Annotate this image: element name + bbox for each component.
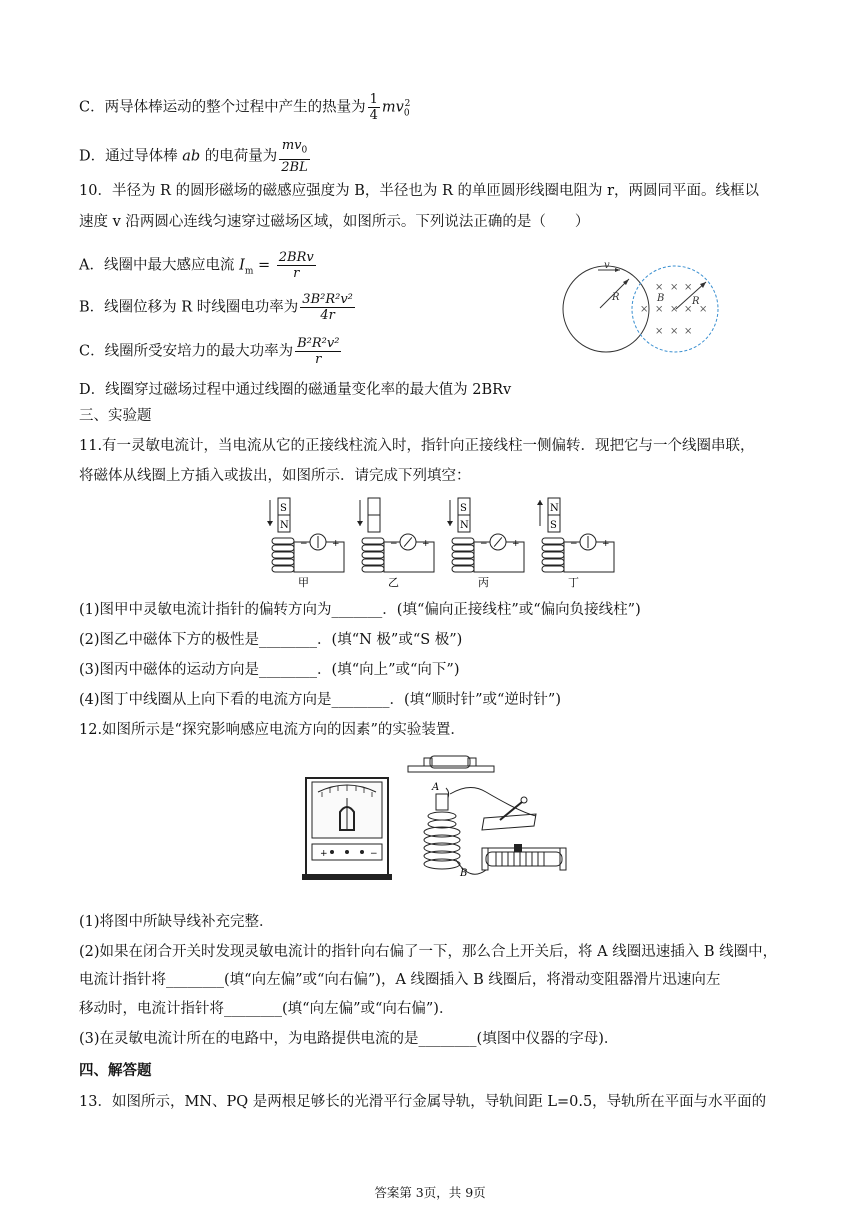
q10-stem-line2: 速度 v 沿两圆心连线匀速穿过磁场区域，如图所示。下列说法正确的是（ ）: [79, 214, 590, 230]
svg-text:×: ×: [699, 304, 708, 315]
svg-text:−: −: [370, 849, 378, 859]
arrow-head: [447, 521, 453, 526]
magnet-pole-top: S: [460, 503, 467, 514]
svg-text:×: ×: [640, 304, 649, 315]
coil-b: [424, 782, 467, 879]
q12-figure: [300, 752, 580, 902]
plus-terminal: +: [512, 539, 520, 549]
plus-terminal: +: [602, 539, 610, 549]
page-footer: 答案第 3页，共 9页: [374, 1185, 486, 1200]
svg-text:×: ×: [684, 282, 693, 293]
coil-turn: [542, 545, 564, 551]
coil-turn: [542, 559, 564, 565]
q11-stem-line1: 11.有一灵敏电流计，当电流从它的正接线柱流入时，指针向正接线柱一侧偏转．现把它与一个线圈串联，: [79, 438, 755, 454]
arrow-head: [357, 521, 363, 526]
magnet-pole-bottom: S: [550, 520, 557, 531]
svg-text:×: ×: [655, 304, 664, 315]
svg-text:×: ×: [684, 326, 693, 337]
q10-option-d: D．线圈穿过磁场过程中通过线圈的磁通量变化率的最大值为 2BRv: [79, 382, 512, 398]
svg-text:×: ×: [655, 326, 664, 337]
figure-label: 甲: [298, 576, 309, 589]
coil-turn: [452, 538, 474, 544]
svg-text:×: ×: [670, 304, 679, 315]
minus-terminal: −: [390, 539, 398, 549]
q9-option-c-text: C．两导体棒运动的整个过程中产生的热量为: [79, 99, 366, 116]
coil-turn: [452, 552, 474, 558]
q11-item-4: (4)图丁中线圈从上向下看的电流方向是________．(填“顺时针”或“逆时针”): [79, 692, 562, 708]
q9-option-c-fraction: $\frac{1}{4}$: [369, 92, 378, 123]
section-3-heading: 三、实验题: [79, 408, 152, 424]
q11-item-3: (3)图丙中磁体的运动方向是________．(填“向上”或“向下”): [79, 662, 460, 678]
battery: [408, 756, 494, 772]
galvanometer: [302, 778, 392, 880]
q12-item-2: (2)如果在闭合开关时发现灵敏电流计的指针向右偏了一下，那么合上开关后，将 A 线圈迅速插入 B 线圈中，: [79, 944, 778, 960]
q11-item-1: (1)图甲中灵敏电流计指针的偏转方向为_______．(填“偏向正接线柱”或“偏向负接线柱”): [79, 602, 641, 618]
arrow-head: [267, 521, 273, 526]
coil-turn: [362, 538, 384, 544]
magnet-pole-bottom: N: [460, 520, 469, 531]
q12-item-2-cont: 电流计指针将________(填“向左偏”或“向右偏”)，A 线圈插入 B 线圈后，将滑动变阻器滑片迅速向左: [79, 972, 721, 988]
velocity-label: v: [604, 260, 610, 271]
minus-terminal: −: [300, 539, 308, 549]
coil-turn: [362, 545, 384, 551]
plus-terminal: +: [332, 539, 340, 549]
q10-option-a: A．线圈中最大感应电流 $I_m$ = $\frac{\text{2BRv}}{r}$: [79, 250, 314, 281]
svg-text:×: ×: [684, 304, 693, 315]
magnet-pole-top: N: [550, 503, 559, 514]
arrow-head: [537, 500, 543, 505]
radius-label: R: [612, 292, 620, 303]
q12-stem: 12.如图所示是“探究影响感应电流方向的因素”的实验装置．: [79, 722, 465, 738]
figure-label: 丁: [568, 576, 579, 589]
svg-text:×: ×: [655, 282, 664, 293]
svg-text:×: ×: [670, 326, 679, 337]
q12-item-2-cont2: 移动时，电流计指针将________(填“向左偏”或“向右偏”)．: [79, 1001, 454, 1017]
coil-b-label: B: [460, 868, 468, 879]
q12-item-1: (1)将图中所缺导线补充完整．: [79, 914, 274, 930]
coil-turn: [272, 559, 294, 565]
minus-terminal: −: [570, 539, 578, 549]
q11-figure: [260, 496, 610, 590]
coil-turn: [272, 538, 294, 544]
svg-text:+: +: [320, 849, 328, 859]
coil-turn: [272, 566, 294, 572]
q12-item-3: (3)在灵敏电流计所在的电路中，为电路提供电流的是________(填图中仪器的字母)．: [79, 1031, 619, 1047]
q11-item-2: (2)图乙中磁体下方的极性是________．(填“N 极”或“S 极”): [79, 632, 463, 648]
coil-turn: [362, 559, 384, 565]
coil-turn: [542, 552, 564, 558]
q10-stem-line1: 10．半径为 R 的圆形磁场的磁感应强度为 B，半径也为 R 的单匝圆形线圈电阻为 r，两圆同平面。线框以: [79, 183, 760, 199]
magnet-pole-bottom: N: [280, 520, 289, 531]
field-radius-label: R: [692, 296, 700, 307]
coil-a-label: A: [432, 782, 440, 793]
coil-turn: [272, 552, 294, 558]
coil-turn: [452, 559, 474, 565]
coil-turn: [272, 545, 294, 551]
q9-option-d: D．通过导体棒 ab 的电荷量为 $\frac{mv_0}{2BL}$: [79, 138, 308, 175]
q10-figure: [560, 262, 720, 354]
q9-option-d-fraction: $\frac{mv_0}{2BL}$: [281, 138, 308, 175]
coil-turn: [452, 566, 474, 572]
figure-label: 乙: [388, 576, 399, 589]
coil-circle: [563, 266, 649, 352]
coil-turn: [362, 566, 384, 572]
minus-terminal: −: [480, 539, 488, 549]
q10-option-c: C．线圈所受安培力的最大功率为 $\frac{\text{B²R²v²}}{r}$: [79, 336, 340, 367]
q13-stem-line1: 13．如图所示，MN、PQ 是两根足够长的光滑平行金属导轨，导轨间距 L=0.5，导轨所在平面与水平面的: [79, 1094, 767, 1110]
q10-option-b: B．线圈位移为 R 时线圈电功率为 $\frac{\text{3B²R²v²}}{4r}$: [79, 292, 353, 323]
coil-turn: [542, 538, 564, 544]
magnet-pole-top: S: [280, 503, 287, 514]
coil-turn: [362, 552, 384, 558]
q9-option-c: C．两导体棒运动的整个过程中产生的热量为 $\frac{1}{4}$ $mv_0^2$: [79, 92, 411, 123]
figure-label: 丙: [478, 576, 489, 589]
svg-text:×: ×: [670, 282, 679, 293]
q11-stem-line2: 将磁体从线圈上方插入或拔出，如图所示．请完成下列填空：: [79, 468, 471, 484]
coil-turn: [542, 566, 564, 572]
field-label: B: [657, 293, 665, 304]
coil-turn: [452, 545, 474, 551]
rheostat: [482, 844, 566, 870]
section-4-heading: 四、解答题: [79, 1063, 152, 1079]
plus-terminal: +: [422, 539, 430, 549]
